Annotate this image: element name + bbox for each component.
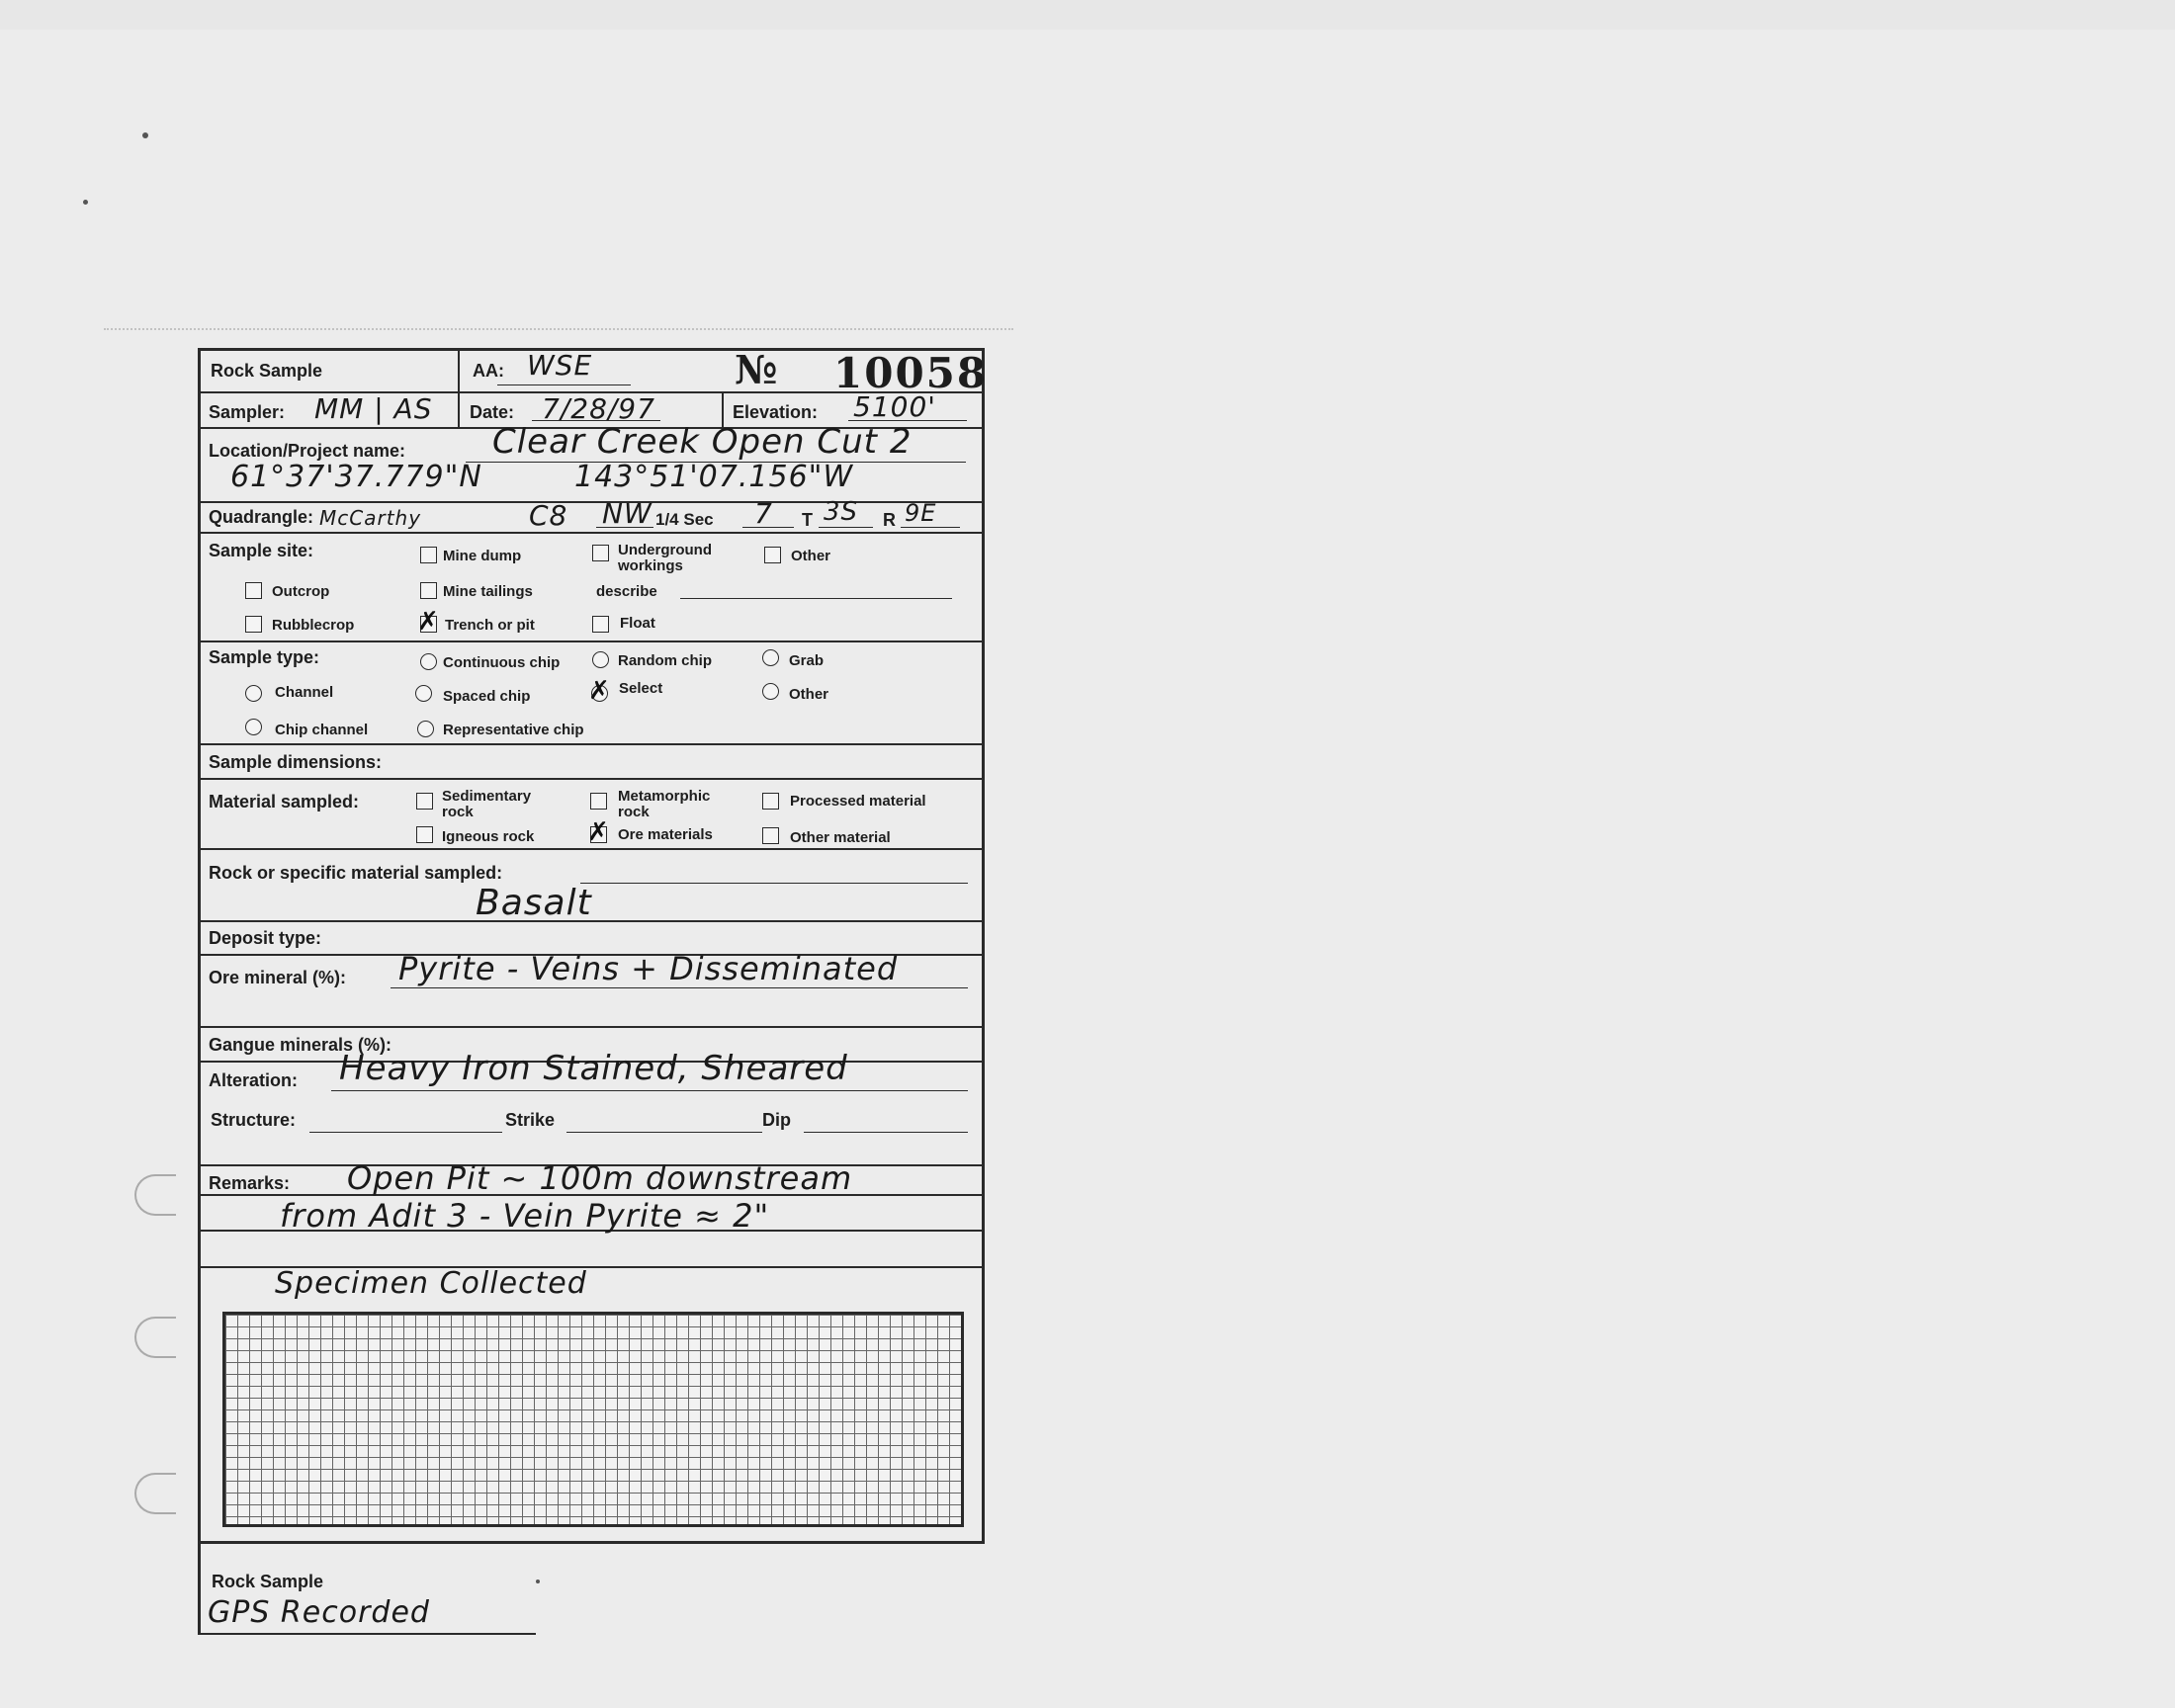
alteration-underline [331, 1090, 968, 1091]
radio-chip-channel[interactable] [245, 719, 262, 735]
elevation-underline [848, 420, 967, 421]
checkbox-processed-material[interactable] [762, 793, 779, 810]
section-value: 7 [754, 497, 773, 530]
option-random-chip: Random chip [618, 652, 713, 669]
option-mine-dump: Mine dump [443, 548, 522, 564]
radio-representative-chip[interactable] [417, 721, 434, 737]
form-rule [201, 778, 982, 780]
binder-hole [134, 1174, 176, 1216]
stub-underline [198, 1633, 536, 1635]
option-underground: Underground workings [618, 542, 712, 574]
scan-speck [142, 132, 148, 138]
option-rubblecrop: Rubblecrop [272, 617, 355, 634]
perforation-line [104, 328, 1013, 330]
material-sampled-label: Material sampled: [209, 792, 360, 811]
option-other-material: Other material [790, 829, 891, 846]
describe-underline [680, 598, 952, 599]
form-rule [201, 640, 982, 642]
aa-label: AA: [473, 361, 504, 381]
range-label: R [883, 510, 896, 530]
option-metamorphic-rock: Metamorphic rock [618, 788, 711, 820]
checkbox-mine-dump[interactable] [420, 547, 437, 563]
location-value: Clear Creek Open Cut 2 [492, 422, 913, 462]
structure-label: Structure: [211, 1110, 297, 1130]
quarter-underline [596, 527, 653, 528]
stub-border-left [198, 1544, 201, 1633]
elevation-label: Elevation: [733, 402, 819, 422]
remarks-line-1: Open Pit ~ 100m downstream [347, 1159, 853, 1197]
checkbox-metamorphic-rock[interactable] [590, 793, 607, 810]
ore-mineral-underline [391, 987, 968, 988]
sketch-grid [222, 1312, 964, 1527]
rock-material-label: Rock or specific material sampled: [209, 863, 503, 883]
section-underline [742, 527, 794, 528]
strike-label: Strike [505, 1110, 556, 1130]
form-title: Rock Sample [211, 361, 323, 381]
range-value: 9E [905, 499, 937, 527]
checkbox-site-other[interactable] [764, 547, 781, 563]
radio-select[interactable] [588, 676, 610, 706]
option-site-other: Other [791, 548, 831, 564]
dip-label: Dip [762, 1110, 791, 1130]
radio-channel[interactable] [245, 685, 262, 702]
form-rule [201, 848, 982, 850]
radio-random-chip[interactable] [592, 651, 609, 668]
sample-dimensions-label: Sample dimensions: [209, 752, 383, 772]
township-label: T [802, 510, 813, 530]
option-chip-channel: Chip channel [275, 722, 369, 738]
binder-hole [134, 1317, 176, 1358]
option-trench-or-pit: Trench or pit [445, 617, 535, 634]
aa-underline [497, 384, 631, 385]
form-divider [458, 391, 460, 427]
remarks-label: Remarks: [209, 1173, 291, 1193]
form-rule [201, 743, 982, 745]
date-underline [532, 420, 660, 421]
form-divider [458, 351, 460, 391]
checked-mark: ✗ [587, 817, 609, 847]
option-ore-materials: Ore materials [618, 826, 713, 843]
option-continuous-chip: Continuous chip [443, 654, 561, 671]
option-sedimentary-rock: Sedimentary rock [442, 788, 532, 820]
option-type-other: Other [789, 686, 829, 703]
ore-mineral-label: Ore mineral (%): [209, 968, 347, 987]
date-label: Date: [470, 402, 515, 422]
date-value: 7/28/97 [542, 392, 655, 425]
describe-label: describe [596, 583, 657, 600]
checkbox-sedimentary-rock[interactable] [416, 793, 433, 810]
rock-material-value: Basalt [476, 883, 592, 923]
checkbox-mine-tailings[interactable] [420, 582, 437, 599]
township-underline [819, 527, 873, 528]
alteration-value: Heavy Iron Stained, Sheared [339, 1049, 848, 1088]
stub-value: GPS Recorded [208, 1595, 430, 1630]
quadrangle-value: McCarthy [319, 506, 422, 530]
deposit-type-label: Deposit type: [209, 928, 322, 948]
radio-grab[interactable] [762, 649, 779, 666]
option-mine-tailings: Mine tailings [443, 583, 533, 600]
option-representative-chip: Representative chip [443, 722, 584, 738]
range-underline [901, 527, 960, 528]
quarter-value: NW [602, 497, 652, 530]
sample-number: 10058 [833, 349, 989, 397]
option-processed-material: Processed material [790, 793, 926, 810]
form-rule [201, 1026, 982, 1028]
longitude-value: 143°51'07.156"W [574, 460, 854, 494]
checked-mark: ✗ [588, 676, 610, 706]
ore-mineral-value: Pyrite - Veins + Disseminated [398, 950, 899, 987]
quarter-label: 1/4 Sec [655, 510, 714, 529]
remarks-line-2: from Adit 3 - Vein Pyrite ≈ 2" [280, 1197, 770, 1235]
checkbox-ore-materials[interactable] [587, 817, 609, 847]
checkbox-trench-or-pit[interactable] [417, 607, 439, 637]
aa-value: WSE [527, 349, 593, 382]
radio-continuous-chip[interactable] [420, 653, 437, 670]
gangue-minerals-label: Gangue minerals (%): [209, 1035, 392, 1055]
sampler-value: MM | AS [314, 392, 433, 425]
option-igneous-rock: Igneous rock [442, 828, 535, 845]
option-select: Select [619, 680, 663, 697]
latitude-value: 61°37'37.779"N [230, 460, 482, 494]
rock-material-underline [580, 883, 968, 884]
quadrangle-value-2: C8 [529, 499, 568, 532]
checkbox-underground[interactable] [592, 545, 609, 561]
sampler-label: Sampler: [209, 402, 286, 422]
scan-speck [536, 1580, 540, 1583]
checkbox-rubblecrop[interactable] [245, 616, 262, 633]
form-rule [201, 501, 982, 503]
elevation-value: 5100' [853, 390, 936, 423]
rock-sample-form [198, 347, 989, 1544]
option-grab: Grab [789, 652, 825, 669]
stub-label: Rock Sample [212, 1572, 324, 1591]
option-outcrop: Outcrop [272, 583, 330, 600]
township-value: 3S [824, 497, 859, 527]
option-float: Float [620, 615, 655, 632]
checkbox-igneous-rock[interactable] [416, 826, 433, 843]
option-spaced-chip: Spaced chip [443, 688, 531, 705]
dip-underline [804, 1132, 968, 1133]
alteration-label: Alteration: [209, 1070, 298, 1090]
strike-underline [566, 1132, 762, 1133]
scan-speck [83, 200, 88, 205]
sample-type-label: Sample type: [209, 647, 320, 667]
option-channel: Channel [275, 684, 334, 701]
checked-mark: ✗ [417, 607, 439, 637]
form-rule [201, 532, 982, 534]
number-symbol: № [735, 347, 780, 393]
sample-site-label: Sample site: [209, 541, 314, 560]
structure-underline [309, 1132, 502, 1133]
checkbox-outcrop[interactable] [245, 582, 262, 599]
radio-type-other[interactable] [762, 683, 779, 700]
checkbox-other-material[interactable] [762, 827, 779, 844]
checkbox-float[interactable] [592, 616, 609, 633]
radio-spaced-chip[interactable] [415, 685, 432, 702]
binder-hole [134, 1473, 176, 1514]
remarks-line-3: Specimen Collected [275, 1266, 587, 1301]
quadrangle-label: Quadrangle: [209, 507, 314, 527]
location-label: Location/Project name: [209, 441, 406, 461]
